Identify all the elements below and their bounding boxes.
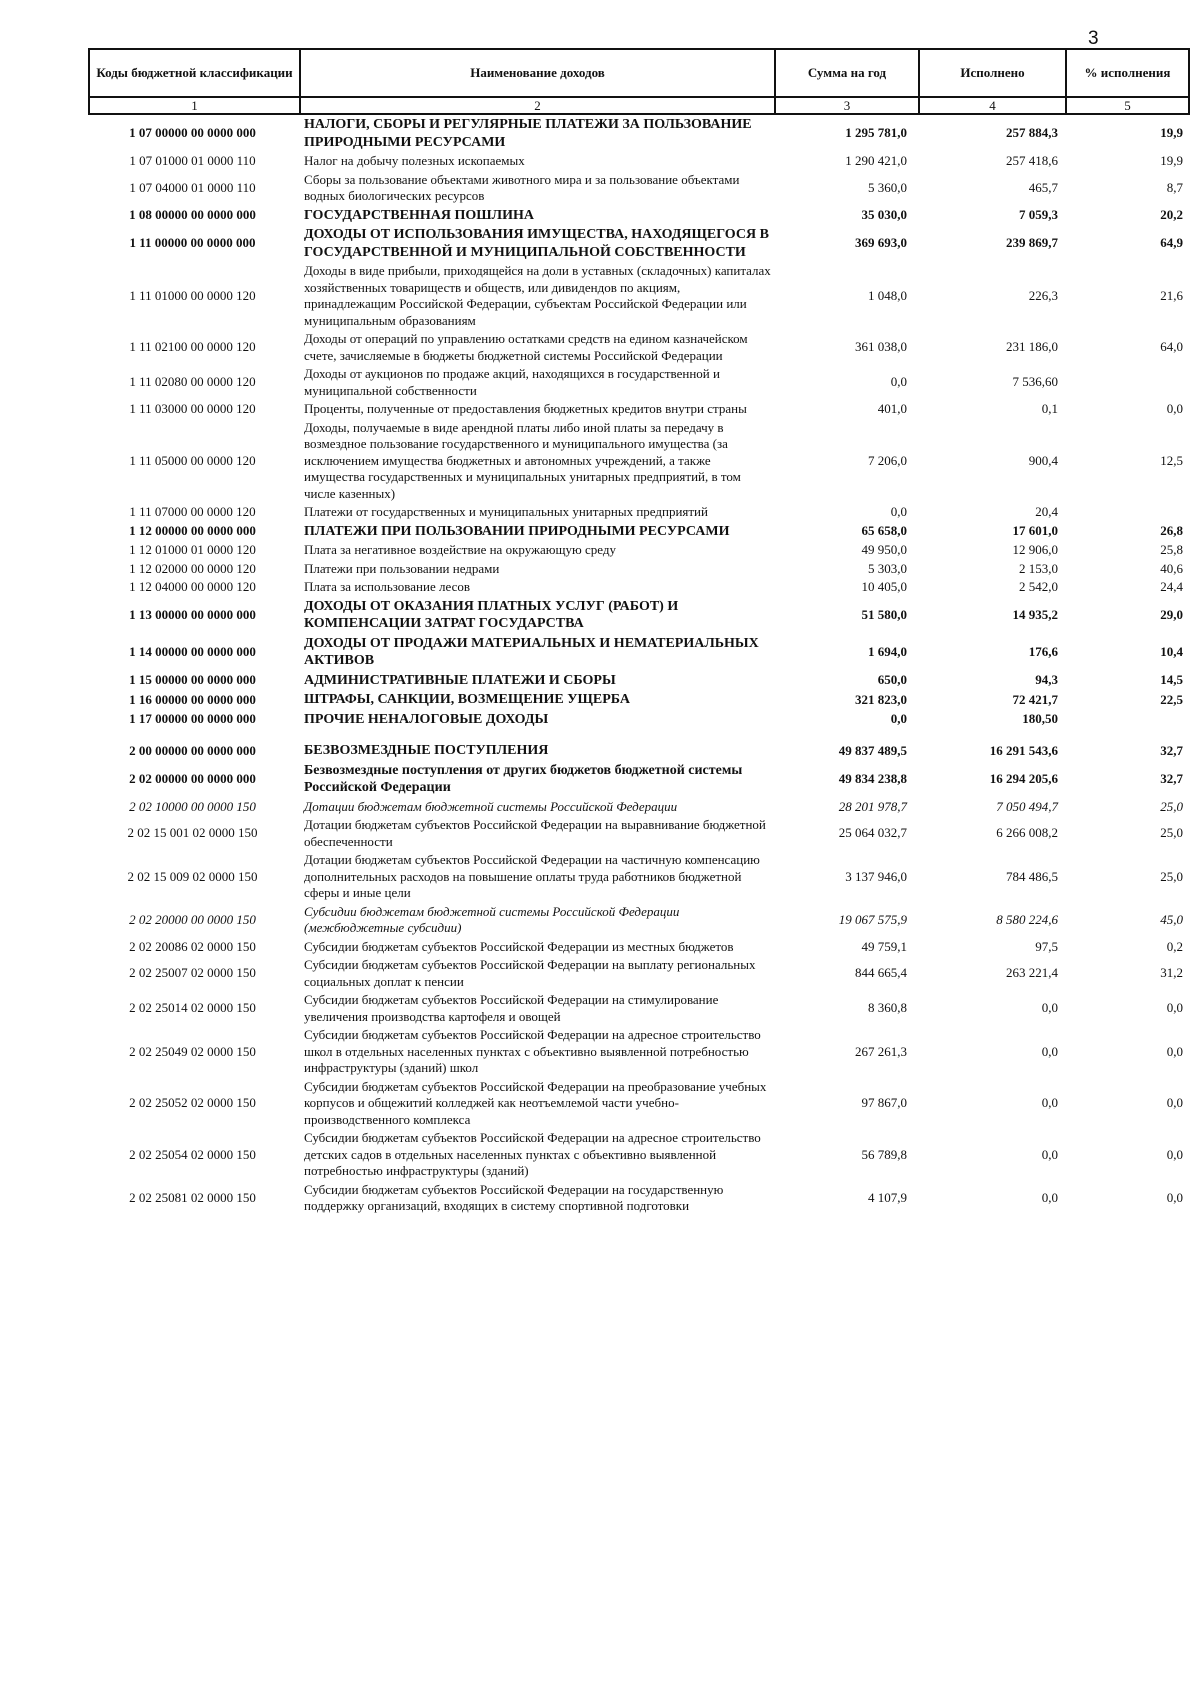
row-code: 1 08 00000 00 0000 000 [129,207,256,222]
row-code: 2 02 25081 02 0000 150 [129,1189,256,1205]
row-executed-amount: 20,4 [1035,504,1058,519]
row-execution-percent: 26,8 [1160,523,1183,538]
table-row [89,710,1189,730]
row-execution-percent: 29,0 [1160,606,1183,622]
row-plan-amount: 35 030,0 [861,207,907,222]
header-done: Исполнено [919,49,1066,97]
row-name: Плата за негативное воздействие на окружающую среду [304,542,616,557]
row-plan-amount: 19 067 575,9 [838,911,907,927]
row-code: 1 11 02100 00 0000 120 [129,339,256,355]
row-plan-amount: 8 360,8 [868,1000,907,1016]
row-executed-amount: 257 418,6 [1006,153,1058,168]
row-code: 1 11 01000 00 0000 120 [129,287,256,303]
row-execution-percent: 19,9 [1160,153,1183,168]
row-code: 1 16 00000 00 0000 000 [129,691,256,707]
row-execution-percent: 0,0 [1166,1146,1183,1162]
row-name: Доходы, получаемые в виде арендной платы либо иной платы за передачу в возмездное пользование государственного и муниципального имущества (за исключением имущества бюджетных и автономных учреждений, а также имущества государственных и муниципальных унитарных предприятий, в том числе казенных) [304,419,741,501]
row-plan-amount [775,729,919,741]
row-executed-amount: 8 580 224,6 [996,911,1058,927]
row-execution-percent: 25,8 [1160,542,1183,557]
row-name: Дотации бюджетам субъектов Российской Федерации на выравнивание бюджетной обеспеченности [304,817,766,849]
row-code: 2 02 15 001 02 0000 150 [127,825,258,841]
row-executed-amount: 257 884,3 [1006,125,1058,141]
table-row [89,671,1189,691]
row-code: 2 02 15 009 02 0000 150 [127,868,258,884]
row-name: ДОХОДЫ ОТ ПРОДАЖИ МАТЕРИАЛЬНЫХ И НЕМАТЕРИАЛЬНЫХ АКТИВОВ [304,635,759,668]
row-executed-amount: 226,3 [1028,287,1058,303]
table-row [89,419,1189,504]
header-col-number: 5 [1066,97,1189,114]
table-row [89,262,1189,330]
row-name: Доходы от аукционов по продаже акций, находящихся в государственной и муниципальной собственности [304,366,720,398]
row-executed-amount: 0,0 [1041,1146,1058,1162]
row-executed-amount: 0,0 [1041,1043,1058,1059]
row-code: 2 02 25052 02 0000 150 [129,1095,256,1110]
row-code: 2 02 25007 02 0000 150 [129,965,256,981]
row-name: Субсидии бюджетам субъектов Российской Федерации на государственную поддержку организаций, входящих в систему спортивной подготовки [304,1181,724,1213]
table-row [89,206,1189,226]
row-plan-amount: 5 303,0 [868,560,907,576]
row-code: 1 13 00000 00 0000 000 [129,606,256,622]
row-code: 1 07 04000 01 0000 110 [129,179,256,195]
row-execution-percent: 25,0 [1160,825,1183,841]
table-row [89,938,1189,957]
row-name: ШТРАФЫ, САНКЦИИ, ВОЗМЕЩЕНИЕ УЩЕРБА [304,692,630,707]
row-execution-percent: 8,7 [1166,179,1183,195]
row-name: НАЛОГИ, СБОРЫ И РЕГУЛЯРНЫЕ ПЛАТЕЖИ ЗА ПОЛЬЗОВАНИЕ ПРИРОДНЫМИ РЕСУРСАМИ [304,117,752,150]
row-code: 1 17 00000 00 0000 000 [129,711,256,726]
row-executed-amount: 2 542,0 [1019,579,1058,594]
row-execution-percent: 45,0 [1160,911,1183,927]
row-execution-percent: 0,0 [1166,401,1183,416]
row-code: 1 11 02080 00 0000 120 [129,374,256,390]
row-executed-amount: 0,1 [1041,401,1058,416]
row-executed-amount: 784 486,5 [1006,868,1058,884]
table-row [89,1026,1189,1078]
row-code [89,729,300,741]
row-plan-amount: 56 789,8 [861,1146,907,1162]
row-executed-amount: 231 186,0 [1006,339,1058,355]
row-code: 1 07 00000 00 0000 000 [129,125,256,141]
row-code: 1 12 04000 00 0000 120 [129,579,256,594]
table-row [89,171,1189,206]
table-body [89,114,1189,1216]
table-row [89,816,1189,851]
row-plan-amount: 51 580,0 [861,606,907,622]
row-name: Субсидии бюджетам субъектов Российской Федерации из местных бюджетов [304,938,734,954]
row-name: Плата за использование лесов [304,579,470,594]
row-executed-amount: 97,5 [1035,938,1058,954]
row-plan-amount: 97 867,0 [861,1095,907,1110]
row-executed-amount: 0,0 [1041,1189,1058,1205]
row-name: Сборы за пользование объектами животного мира и за пользование объектами водных биологических ресурсов [304,171,740,203]
row-plan-amount: 1 290 421,0 [845,153,907,168]
row-executed-amount: 2 153,0 [1019,560,1058,576]
header-plan: Сумма на год [775,49,919,97]
table-row [89,365,1189,400]
row-executed-amount: 16 294 205,6 [989,770,1058,786]
row-name: Субсидии бюджетам субъектов Российской Федерации на выплату региональных социальных доплат к пенсии [304,957,756,989]
row-execution-percent: 31,2 [1160,965,1183,981]
row-code: 1 11 03000 00 0000 120 [129,401,256,416]
row-execution-percent: 10,4 [1160,643,1183,659]
table-header [89,49,1189,114]
table-row [89,1181,1189,1216]
row-execution-percent [1066,503,1189,522]
row-plan-amount: 0,0 [890,504,907,519]
row-executed-amount: 7 050 494,7 [996,798,1058,814]
header-col-number: 1 [89,97,300,114]
row-executed-amount: 72 421,7 [1012,691,1058,707]
row-executed-amount: 7 536,60 [1012,374,1058,390]
row-executed-amount: 7 059,3 [1019,207,1058,222]
row-code: 2 02 25049 02 0000 150 [129,1043,256,1059]
table-row [89,578,1189,597]
row-code: 2 02 25014 02 0000 150 [129,1000,256,1016]
row-plan-amount: 1 295 781,0 [845,125,907,141]
table-spacer-row [89,729,1189,741]
row-execution-percent: 21,6 [1160,287,1183,303]
row-code: 2 00 00000 00 0000 000 [129,742,256,758]
header-col-number: 4 [919,97,1066,114]
revenue-table [88,48,1190,1216]
row-executed-amount: 176,6 [1028,643,1058,659]
row-execution-percent: 32,7 [1160,770,1183,786]
row-code: 1 11 05000 00 0000 120 [129,452,256,468]
row-execution-percent: 0,0 [1166,1095,1183,1110]
row-execution-percent: 64,9 [1160,235,1183,251]
row-code: 2 02 20086 02 0000 150 [129,938,256,954]
table-row [89,991,1189,1026]
row-plan-amount: 25 064 032,7 [838,825,907,841]
row-plan-amount: 3 137 946,0 [845,868,907,884]
row-plan-amount: 0,0 [890,374,907,390]
row-plan-amount: 844 665,4 [855,965,907,981]
row-executed-amount: 6 266 008,2 [996,825,1058,841]
row-plan-amount: 321 823,0 [855,691,907,707]
table-row [89,114,1189,152]
table-row [89,956,1189,991]
row-name: Проценты, полученные от предоставления бюджетных кредитов внутри страны [304,401,747,416]
row-code: 1 11 00000 00 0000 000 [129,235,256,251]
row-name: Доходы в виде прибыли, приходящейся на доли в уставных (складочных) капиталах хозяйственных товариществ и обществ, или дивидендов по акциям, принадлежащим Российской Федерации, субъектам Российской Федерации или муниципальным образованиям [304,263,771,328]
row-code: 1 12 00000 00 0000 000 [129,523,256,538]
table-row [89,761,1189,798]
row-name: Безвозмездные поступления от других бюджетов бюджетной системы Российской Федерации [304,762,743,795]
header-col-number: 2 [300,97,775,114]
table-row [89,903,1189,938]
row-execution-percent: 0,0 [1166,1043,1183,1059]
row-execution-percent [1066,365,1189,400]
row-name: Субсидии бюджетам субъектов Российской Федерации на стимулирование увеличения производства картофеля и овощей [304,992,719,1024]
row-name: БЕЗВОЗМЕЗДНЫЕ ПОСТУПЛЕНИЯ [304,743,549,758]
row-execution-percent: 0,0 [1166,1000,1183,1016]
row-plan-amount: 650,0 [877,672,907,687]
row-code: 1 12 01000 01 0000 120 [129,542,256,557]
row-code: 2 02 00000 00 0000 000 [129,770,256,786]
table-row [89,741,1189,761]
row-executed-amount: 263 221,4 [1006,965,1058,981]
page-number: 3 [1088,28,1099,49]
table-row [89,400,1189,419]
row-execution-percent: 20,2 [1160,207,1183,222]
table-row [89,1078,1189,1130]
row-name: Дотации бюджетам субъектов Российской Федерации на частичную компенсацию дополнительных расходов на повышение оплаты труда работников бюджетной сферы и иные цели [304,852,760,900]
row-code: 1 12 02000 00 0000 120 [129,560,256,576]
row-name: Дотации бюджетам бюджетной системы Российской Федерации [304,798,678,814]
table-row [89,690,1189,710]
row-execution-percent: 64,0 [1160,339,1183,355]
table-row [89,330,1189,365]
table-row [89,225,1189,262]
row-executed-amount: 0,0 [1041,1095,1058,1110]
row-plan-amount: 361 038,0 [855,339,907,355]
row-executed-amount: 16 291 543,6 [989,742,1058,758]
row-name: ДОХОДЫ ОТ ОКАЗАНИЯ ПЛАТНЫХ УСЛУГ (РАБОТ) И КОМПЕНСАЦИИ ЗАТРАТ ГОСУДАРСТВА [304,598,679,631]
row-plan-amount: 267 261,3 [855,1043,907,1059]
table-row [89,634,1189,671]
row-name [300,729,775,741]
row-executed-amount: 17 601,0 [1012,523,1058,538]
row-execution-percent: 19,9 [1160,125,1183,141]
row-code: 2 02 10000 00 0000 150 [129,798,256,814]
table-row [89,541,1189,560]
row-execution-percent: 25,0 [1160,798,1183,814]
table-row [89,1129,1189,1181]
row-plan-amount: 401,0 [877,401,907,416]
row-name: Доходы от операций по управлению остатками средств на едином казначейском счете, зачисляемые в бюджеты бюджетной системы Российской Федерации [304,331,748,363]
row-plan-amount: 28 201 978,7 [838,798,907,814]
table-row [89,152,1189,171]
row-executed-amount: 239 869,7 [1006,235,1058,251]
row-execution-percent: 0,0 [1166,1189,1183,1205]
row-name: ПРОЧИЕ НЕНАЛОГОВЫЕ ДОХОДЫ [304,711,549,727]
table-row [89,597,1189,634]
row-execution-percent: 32,7 [1160,742,1183,758]
row-execution-percent: 24,4 [1160,579,1183,594]
row-execution-percent: 22,5 [1160,691,1183,707]
row-name: Платежи от государственных и муниципальных унитарных предприятий [304,504,708,519]
row-name: Субсидии бюджетам субъектов Российской Федерации на адресное строительство школ в отдельных населенных пунктах с объективно выявленной потребностью инфраструктуры (зданий) школ [304,1027,761,1075]
row-execution-percent: 40,6 [1160,560,1183,576]
table-row [89,798,1189,817]
row-code: 1 11 07000 00 0000 120 [129,504,256,519]
row-code: 1 15 00000 00 0000 000 [129,672,256,687]
row-execution-percent: 14,5 [1160,672,1183,687]
row-plan-amount: 49 837 489,5 [838,742,907,758]
row-code: 1 07 01000 01 0000 110 [129,153,256,168]
table-row [89,503,1189,522]
row-executed-amount: 94,3 [1035,672,1058,687]
row-name: Субсидии бюджетам субъектов Российской Федерации на преобразование учебных корпусов и общежитий колледжей как неотъемлемой части учебно-производственного комплекса [304,1078,767,1127]
row-code: 2 02 20000 00 0000 150 [129,911,256,927]
row-name: АДМИНИСТРАТИВНЫЕ ПЛАТЕЖИ И СБОРЫ [304,672,616,688]
row-execution-percent [1066,710,1189,730]
row-name: ПЛАТЕЖИ ПРИ ПОЛЬЗОВАНИИ ПРИРОДНЫМИ РЕСУРСАМИ [304,523,730,539]
row-name: Платежи при пользовании недрами [304,560,500,576]
row-plan-amount: 7 206,0 [868,452,907,468]
row-executed-amount [919,729,1066,741]
table-row [89,522,1189,542]
row-name: Субсидии бюджетам субъектов Российской Федерации на адресное строительство детских садов в отдельных населенных пунктах с объективно выявленной потребностью инфраструктуры (зданий) [304,1130,761,1178]
row-plan-amount: 65 658,0 [861,523,907,538]
header-col-number: 3 [775,97,919,114]
row-plan-amount: 0,0 [890,711,907,726]
row-name: ДОХОДЫ ОТ ИСПОЛЬЗОВАНИЯ ИМУЩЕСТВА, НАХОДЯЩЕГОСЯ В ГОСУДАРСТВЕННОЙ И МУНИЦИПАЛЬНОЙ СОБСТВЕННОСТИ [304,227,769,260]
row-plan-amount: 1 048,0 [868,287,907,303]
row-execution-percent: 25,0 [1160,868,1183,884]
header-name: Наименование доходов [300,49,775,97]
row-plan-amount: 49 834 238,8 [838,770,907,786]
table-row [89,851,1189,903]
row-executed-amount: 14 935,2 [1012,606,1058,622]
row-plan-amount: 10 405,0 [861,579,907,594]
header-pct: % исполнения [1066,49,1189,97]
row-executed-amount: 180,50 [1022,711,1058,726]
row-executed-amount: 12 906,0 [1012,542,1058,557]
row-executed-amount: 900,4 [1028,452,1058,468]
row-plan-amount: 369 693,0 [855,235,907,251]
header-code: Коды бюджетной классификации [89,49,300,97]
row-plan-amount: 49 950,0 [861,542,907,557]
row-plan-amount: 5 360,0 [868,179,907,195]
row-plan-amount: 49 759,1 [861,938,907,954]
row-name: Налог на добычу полезных ископаемых [304,153,525,168]
row-execution-percent: 12,5 [1160,452,1183,468]
row-code: 1 14 00000 00 0000 000 [129,643,256,659]
row-executed-amount: 0,0 [1041,1000,1058,1016]
row-name: ГОСУДАРСТВЕННАЯ ПОШЛИНА [304,207,534,223]
row-execution-percent [1066,729,1189,741]
row-code: 2 02 25054 02 0000 150 [129,1146,256,1162]
row-executed-amount: 465,7 [1028,179,1058,195]
row-name: Субсидии бюджетам бюджетной системы Российской Федерации (межбюджетные субсидии) [304,903,680,935]
table-row [89,560,1189,579]
row-execution-percent: 0,2 [1166,938,1183,954]
row-plan-amount: 1 694,0 [868,643,907,659]
row-plan-amount: 4 107,9 [868,1189,907,1205]
